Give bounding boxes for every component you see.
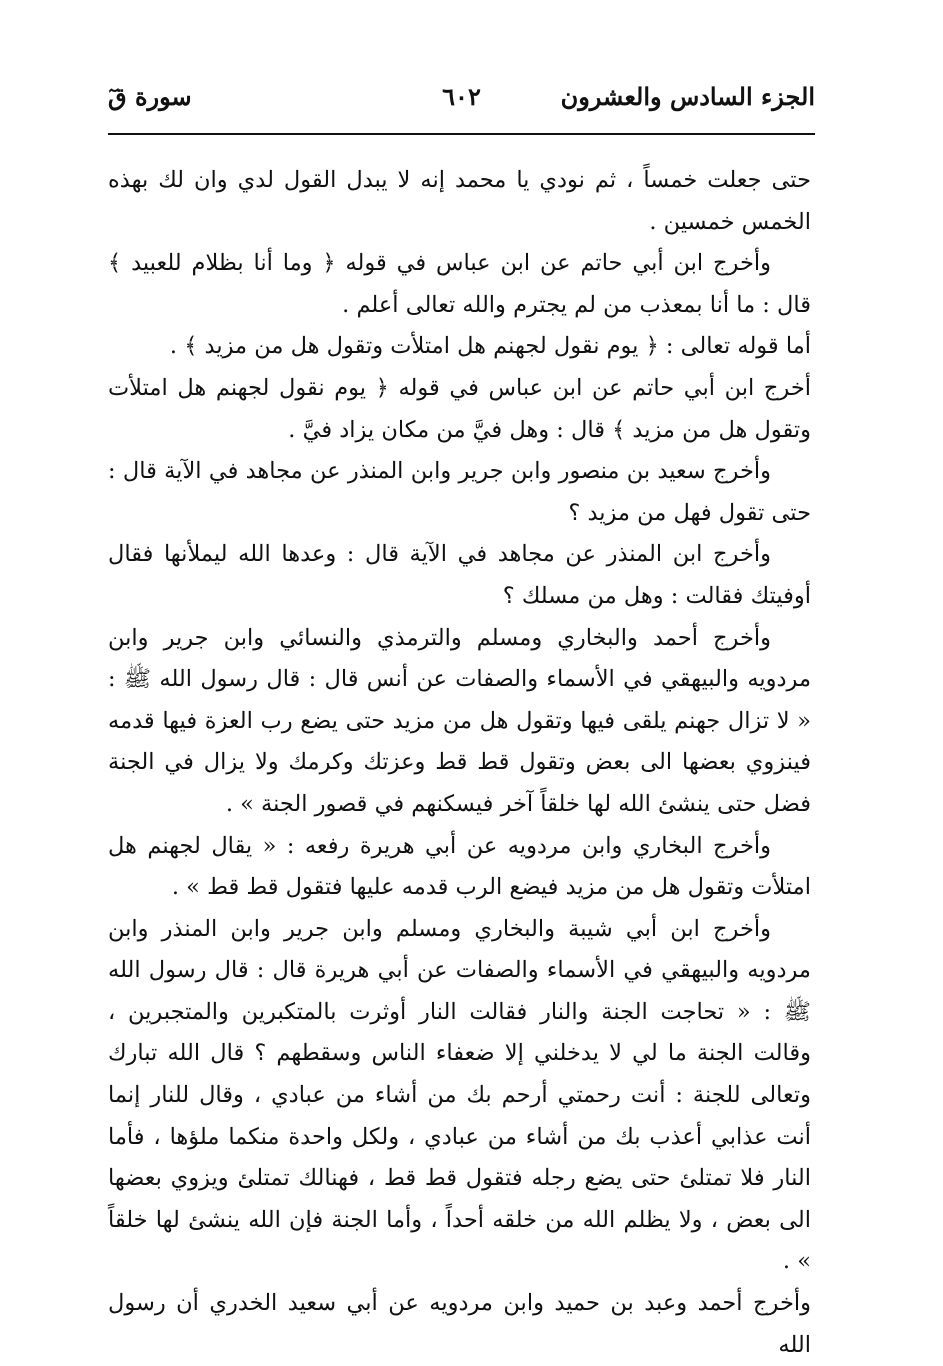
paragraph: وأخرج أحمد والبخاري ومسلم والترمذي والنسائي وابن جرير وابن مردويه والبيهقي في الأسماء والصفات عن أنس قال : قال رسول الله ﷺ : « لا تزال جهنم يلقى فيها وتقول هل من مزيد حتى يضع رب العزة فيها قدمه فينزوي بعضها الى بعض وتقول قط قط وعزتك وكرمك ولا يزال في الجنة فضل حتى ينشئ الله لها خلقاً آخر فيسكنهم في قصور الجنة » . bbox=[108, 624, 811, 817]
paragraph: أما قوله تعالى : ﴿ يوم نقول لجهنم هل امتلأت وتقول هل من مزيد ﴾ . bbox=[169, 333, 811, 360]
surah-title: سورة قٓ bbox=[108, 82, 192, 111]
part-title: الجزء السادس والعشرون bbox=[560, 82, 815, 111]
paragraph: وأخرج ابن المنذر عن مجاهد في الآية قال : وعدها الله ليملأنها فقال أوفيتك فقالت : وهل من مسلك ؟ bbox=[108, 541, 811, 609]
paragraph: وأخرج سعيد بن منصور وابن جرير وابن المنذر عن مجاهد في الآية قال : حتى تقول فهل من مزيد ؟ bbox=[108, 458, 811, 526]
header-divider bbox=[108, 133, 815, 135]
paragraph: وأخرج أحمد وعبد بن حميد وابن مردويه عن أبي سعيد الخدري أن رسول الله bbox=[108, 1290, 811, 1358]
paragraph: وأخرج ابن أبي حاتم عن ابن عباس في قوله ﴿ وما أنا بظلام للعبيد ﴾ قال : ما أنا بمعذب من لم يجترم والله تعالى أعلم . bbox=[108, 250, 811, 318]
paragraph: أخرج ابن أبي حاتم عن ابن عباس في قوله ﴿ يوم نقول لجهنم هل امتلأت وتقول هل من مزيد ﴾ قال : وهل فيَّ من مكان يزاد فيَّ . bbox=[108, 374, 811, 443]
page-body bbox=[108, 160, 811, 1366]
paragraph: وأخرج البخاري وابن مردويه عن أبي هريرة رفعه : « يقال لجهنم هل امتلأت وتقول هل من مزيد فيضع الرب قدمه عليها فتقول قط قط » . bbox=[108, 832, 811, 901]
page-header bbox=[108, 78, 815, 122]
paragraph: وأخرج ابن أبي شيبة والبخاري ومسلم وابن جرير وابن المنذر وابن مردويه والبيهقي في الأسماء والصفات عن أبي هريرة قال : قال رسول الله ﷺ : « تحاجت الجنة والنار فقالت النار أوثرت بالمتكبرين والمتجبرين ، وقالت الجنة ما لي لا يدخلني إلا ضعفاء الناس وسقطهم ؟ قال الله تبارك وتعالى للجنة : أنت رحمتي أرحم بك من أشاء من عبادي ، وقال للنار إنما أنت عذابي أعذب بك من أشاء من عبادي ، ولكل واحدة منكما ملؤها ، فأما النار فلا تمتلئ حتى يضع رجله فتقول قط قط ، فهنالك تمتلئ ويزوي بعضها الى بعض ، ولا يظلم الله من خلقه أحداً ، وأما الجنة فإن الله ينشئ لها خلقاً » . bbox=[108, 915, 811, 1275]
paragraph: حتى جعلت خمساً ، ثم نودي يا محمد إنه لا يبدل القول لدي وان لك بهذه الخمس خمسين . bbox=[108, 167, 811, 235]
page-number: ٦٠٢ bbox=[442, 82, 481, 111]
